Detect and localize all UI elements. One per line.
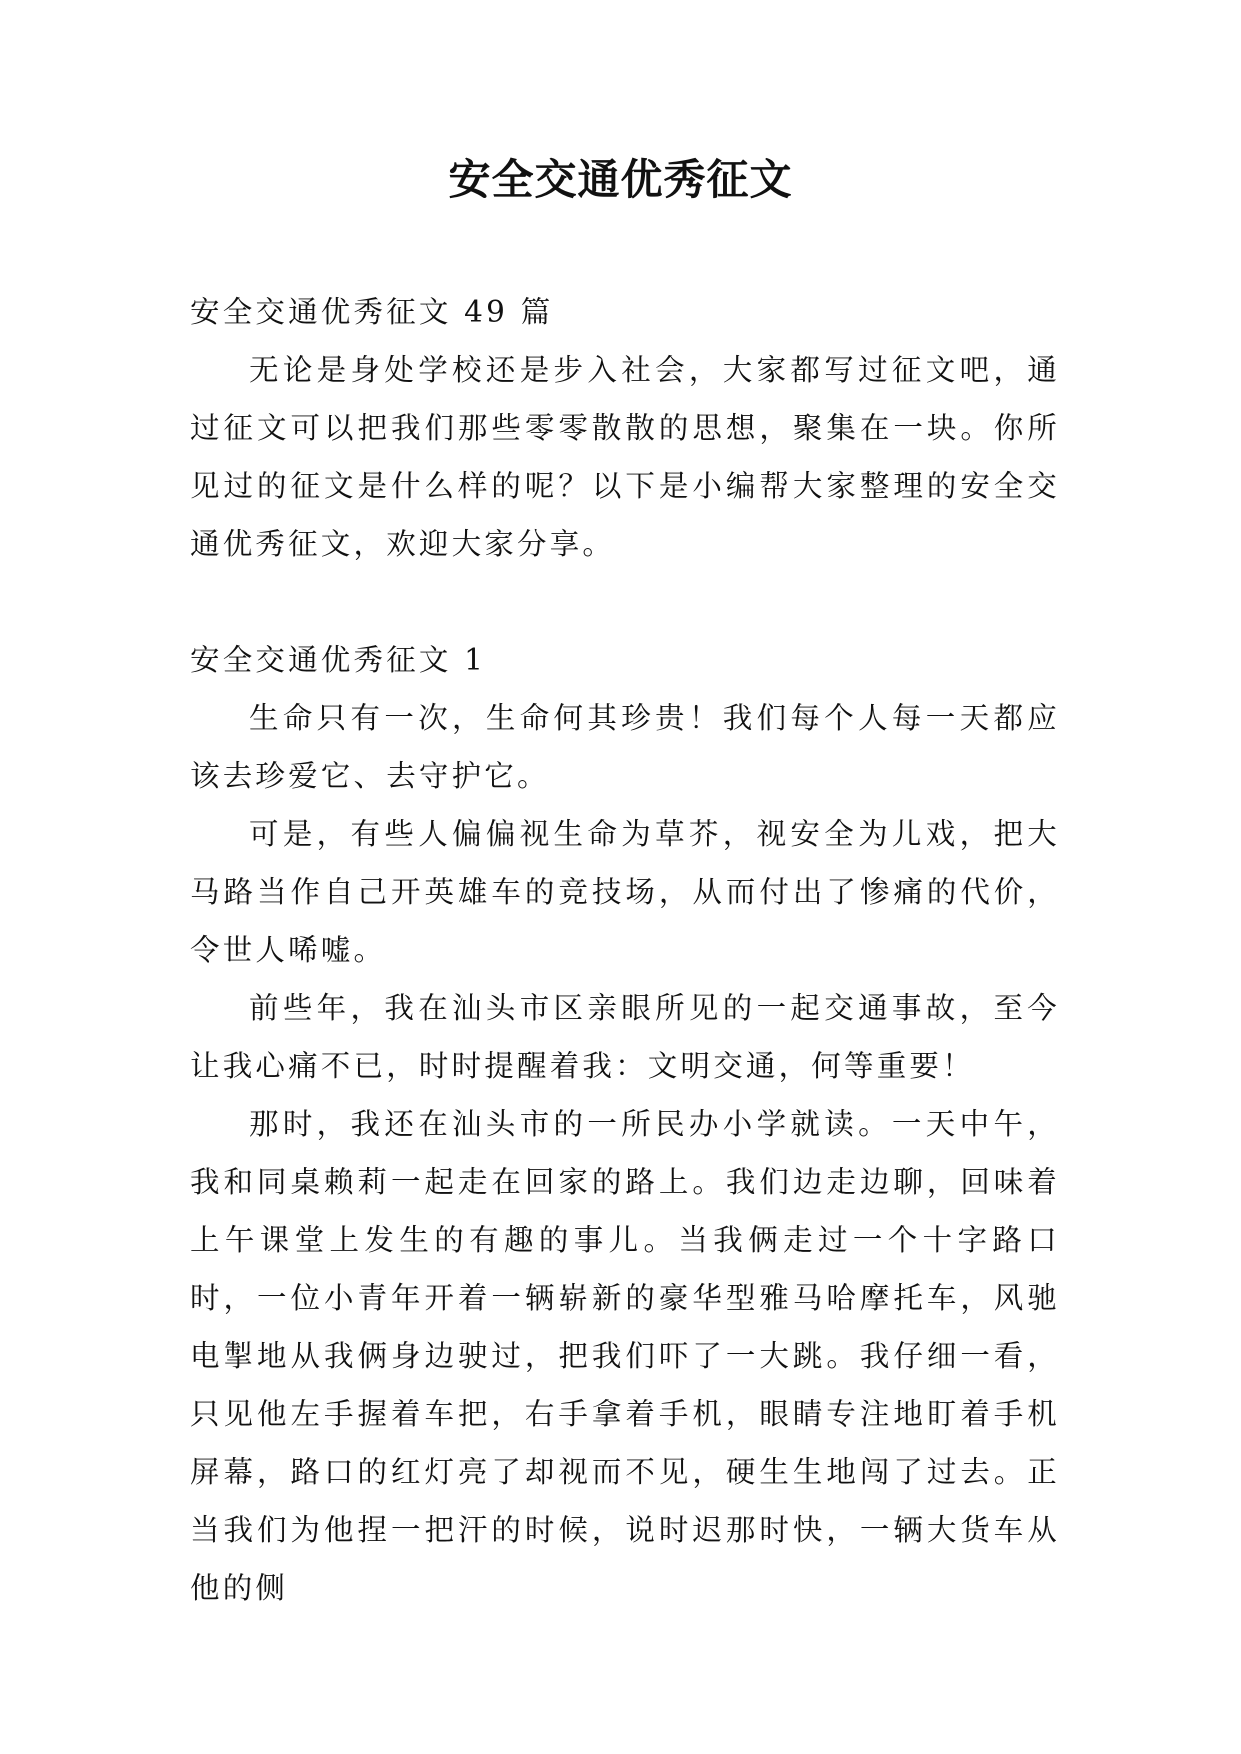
- intro-paragraph: 无论是身处学校还是步入社会，大家都写过征文吧，通过征文可以把我们那些零零散散的思想，聚集在一块。你所见过的征文是什么样的呢？以下是小编帮大家整理的安全交通优秀征文，欢迎大家分享。: [190, 353, 1060, 561]
- document-body: [190, 283, 1060, 1617]
- document-title: 安全交通优秀征文: [448, 155, 793, 204]
- section-heading: 安全交通优秀征文 1: [190, 643, 487, 677]
- body-paragraph-1: 生命只有一次，生命何其珍贵！我们每个人每一天都应该去珍爱它、去守护它。: [190, 701, 1060, 793]
- body-paragraph-2: 可是，有些人偏偏视生命为草芥，视安全为儿戏，把大马路当作自己开英雄车的竞技场，从而付出了惨痛的代价，令世人唏嘘。: [190, 817, 1060, 967]
- body-paragraph-4: 那时，我还在汕头市的一所民办小学就读。一天中午，我和同桌赖莉一起走在回家的路上。我们边走边聊，回味着上午课堂上发生的有趣的事儿。当我俩走过一个十字路口时，一位小青年开着一辆崭新的豪华型雅马哈摩托车，风驰电掣地从我俩身边驶过，把我们吓了一大跳。我仔细一看，只见他左手握着车把，右手拿着手机，眼睛专注地盯着手机屏幕，路口的红灯亮了却视而不见，硬生生地闯了过去。正当我们为他捏一把汗的时候，说时迟那时快，一辆大货车从他的侧: [190, 1107, 1060, 1605]
- body-paragraph-3: 前些年，我在汕头市区亲眼所见的一起交通事故，至今让我心痛不已，时时提醒着我：文明交通，何等重要！: [190, 991, 1060, 1083]
- section-spacer: [190, 573, 1060, 631]
- collection-subtitle: 安全交通优秀征文 49 篇: [190, 295, 554, 329]
